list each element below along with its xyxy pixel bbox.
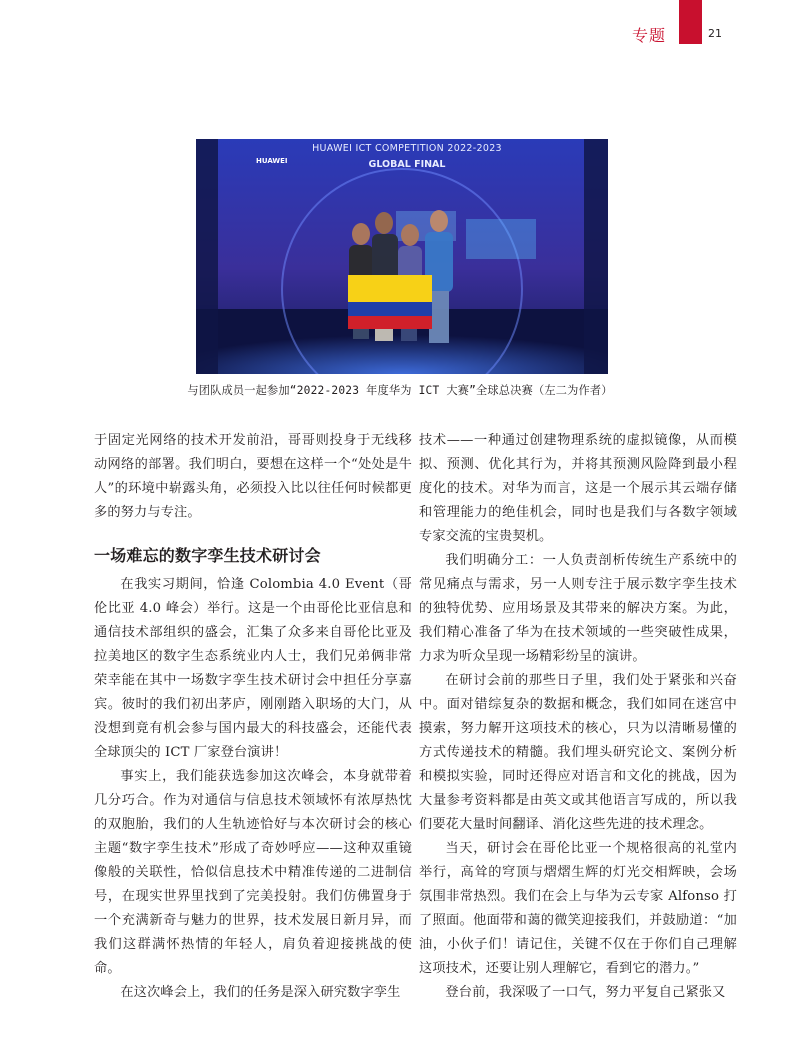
photo-banner-subtitle: GLOBAL FINAL (368, 159, 446, 170)
right-paragraph-4: 当天，研讨会在哥伦比亚一个规格很高的礼堂内举行，高耸的穹顶与熠熠生辉的灯光交相辉映，会场氛围非常热烈。我们在会上与华为云专家 Alfonso 打了照面。他面带和蔼的微笑迎接我们，并鼓励道：“加油，小伙子们！请记住，关键不仅在于你们自己理解这项技术，还要让别人理解它，看到它的潜力。” (419, 841, 737, 976)
photo-banner-title: HUAWEI ICT COMPETITION 2022-2023 (312, 143, 502, 154)
team-photo (196, 139, 608, 374)
person-2-head (375, 212, 393, 234)
section-heading: 一场难忘的数字孪生技术研讨会 (94, 546, 321, 565)
photo-pillar-right (584, 139, 608, 374)
photo-caption: 与团队成员一起参加“2022-2023 年度华为 ICT 大赛”全球总决赛（左二为作者） (187, 384, 613, 397)
photo-huawei-logo: HUAWEI (256, 157, 288, 165)
left-paragraph-4: 在这次峰会上，我们的任务是深入研究数字孪生 (120, 985, 401, 1000)
right-paragraph-2: 我们明确分工：一人负责剖析传统生产系统中的常见痛点与需求，另一人则专注于展示数字孪生技术的独特优势、应用场景及其带来的解决方案。为此，我们精心准备了华为在技术领域的一些突破性成果，力求为听众呈现一场精彩纷呈的演讲。 (419, 553, 737, 664)
right-paragraph-5: 登台前，我深吸了一口气，努力平复自己紧张又 (445, 985, 726, 1000)
person-4-head (430, 210, 448, 232)
photo-pillar-left (196, 139, 218, 374)
team-photo-illustration (196, 139, 608, 374)
page-number: 21 (708, 27, 722, 40)
photo-screen-graphic (466, 219, 536, 259)
left-column (94, 429, 412, 1005)
header-section-label: 专题 (632, 26, 667, 45)
colombia-flag (348, 275, 432, 329)
right-paragraph-1: 技术——一种通过创建物理系统的虚拟镜像，从而模拟、预测、优化其行为，并将其预测风险降到最小程度化的技术。对华为而言，这是一个展示其云端存储和管理能力的绝佳机会，同时也是我们与各数字领域专家交流的宝贵契机。 (419, 433, 737, 544)
left-paragraph-2: 在我实习期间，恰逢 Colombia 4.0 Event（哥伦比亚 4.0 峰会）举行。这是一个由哥伦比亚信息和通信技术部组织的盛会，汇集了众多来自哥伦比亚及拉美地区的数字生态系统业内人士，我们兄弟俩非常荣幸能在其中一场数字孪生技术研讨会中担任分享嘉宾。彼时的我们初出茅庐，刚刚踏入职场的大门，从没想到竟有机会参与国内最大的科技盛会，还能代表全球顶尖的 ICT 厂家登台演讲！ (94, 577, 412, 760)
left-paragraph-3: 事实上，我们能获选参加这次峰会，本身就带着几分巧合。作为对通信与信息技术领域怀有浓厚热忱的双胞胎，我们的人生轨迹恰好与本次研讨会的核心主题“数字孪生技术”形成了奇妙呼应——这种双重镜像般的关联性，恰似信息技术中精准传递的二进制信号，在现实世界里找到了完美投射。我们仿佛置身于一个充满新奇与魅力的世界，技术发展日新月异，而我们这群满怀热情的年轻人，肩负着迎接挑战的使命。 (94, 769, 412, 976)
left-paragraph-1: 于固定光网络的技术开发前沿，哥哥则投身于无线移动网络的部署。我们明白，要想在这样一个“处处是牛人”的环境中崭露头角，必须投入比以往任何时候都更多的努力与专注。 (94, 433, 412, 520)
right-column (419, 429, 737, 1005)
right-paragraph-3: 在研讨会前的那些日子里，我们处于紧张和兴奋中。面对错综复杂的数据和概念，我们如同在迷宫中摸索，努力解开这项技术的核心，只为以清晰易懂的方式传递技术的精髓。我们埋头研究论文、案例分析和模拟实验，同时还得应对语言和文化的挑战，因为大量参考资料都是由英文或其他语言写成的，所以我们要花大量时间翻译、消化这些先进的技术理念。 (419, 673, 737, 832)
header-accent-bar (679, 0, 702, 44)
person-3-head (401, 224, 419, 246)
person-1-head (352, 223, 370, 245)
